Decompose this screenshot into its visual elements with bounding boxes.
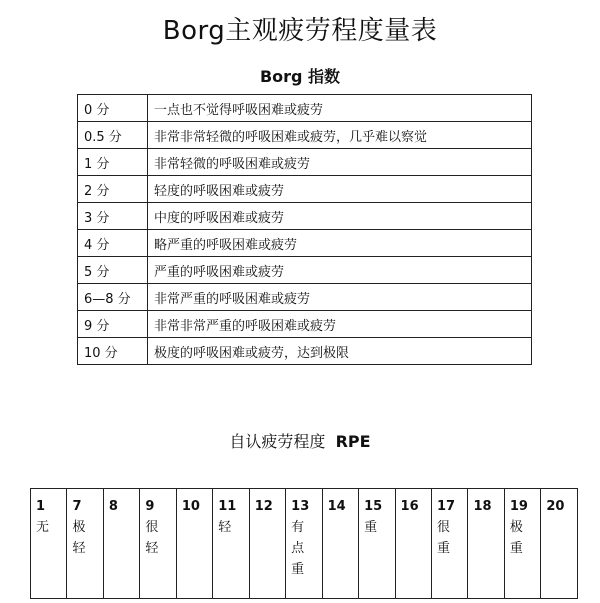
table-row [78, 311, 532, 338]
rpe-number: 13 [291, 499, 310, 514]
rpe-cell [31, 489, 67, 599]
rpe-title-abbrev: RPE [335, 432, 371, 451]
rpe-cell [468, 489, 504, 599]
rpe-cell [249, 489, 285, 599]
rpe-description: 无 [36, 520, 50, 535]
borg-score: 2 分 [78, 176, 148, 203]
borg-description: 中度的呼吸困难或疲劳 [148, 203, 532, 230]
borg-description: 非常非常严重的呼吸困难或疲劳 [148, 311, 532, 338]
rpe-scale-table [30, 488, 578, 599]
borg-score: 6—8 分 [78, 284, 148, 311]
borg-index-table [77, 94, 532, 365]
borg-score: 0.5 分 [78, 122, 148, 149]
borg-description: 非常轻微的呼吸困难或疲劳 [148, 149, 532, 176]
rpe-number: 20 [546, 499, 565, 514]
rpe-number: 15 [364, 499, 383, 514]
borg-description: 一点也不觉得呼吸困难或疲劳 [148, 95, 532, 122]
table-row [78, 338, 532, 365]
borg-score: 4 分 [78, 230, 148, 257]
rpe-title [0, 429, 600, 452]
borg-description: 轻度的呼吸困难或疲劳 [148, 176, 532, 203]
rpe-description: 重 [364, 520, 378, 535]
table-row [78, 203, 532, 230]
rpe-title-text: 自认疲劳程度 [229, 432, 326, 451]
borg-score: 9 分 [78, 311, 148, 338]
borg-score: 5 分 [78, 257, 148, 284]
rpe-number: 7 [72, 499, 82, 514]
rpe-description: 极重 [509, 520, 523, 556]
rpe-cell [359, 489, 395, 599]
borg-description: 严重的呼吸困难或疲劳 [148, 257, 532, 284]
rpe-number: 14 [327, 499, 346, 514]
rpe-cell [103, 489, 139, 599]
borg-score: 0 分 [78, 95, 148, 122]
rpe-cell [395, 489, 431, 599]
rpe-description: 极轻 [72, 520, 86, 556]
rpe-number: 10 [181, 499, 200, 514]
rpe-number: 17 [436, 499, 456, 514]
page-title: Borg主观疲劳程度量表 [162, 16, 438, 46]
table-row [78, 176, 532, 203]
table-row [78, 122, 532, 149]
borg-description: 极度的呼吸困难或疲劳，达到极限 [148, 338, 532, 365]
table-row [78, 284, 532, 311]
borg-description: 略严重的呼吸困难或疲劳 [148, 230, 532, 257]
rpe-cell [322, 489, 358, 599]
table-row [31, 489, 578, 599]
rpe-cell [504, 489, 540, 599]
rpe-cell [213, 489, 249, 599]
rpe-number: 18 [473, 499, 492, 514]
rpe-description: 很轻 [145, 520, 159, 556]
rpe-number: 1 [36, 499, 46, 514]
table-row [78, 95, 532, 122]
rpe-number: 8 [108, 499, 118, 514]
borg-score: 10 分 [78, 338, 148, 365]
rpe-description: 有点重 [291, 520, 305, 577]
rpe-cell [140, 489, 176, 599]
rpe-cell [541, 489, 578, 599]
borg-description: 非常严重的呼吸困难或疲劳 [148, 284, 532, 311]
rpe-description: 轻 [218, 520, 232, 535]
rpe-number: 16 [400, 499, 419, 514]
rpe-cell [67, 489, 103, 599]
rpe-cell [286, 489, 322, 599]
rpe-cell [431, 489, 467, 599]
rpe-cell [176, 489, 212, 599]
table-row [78, 230, 532, 257]
borg-score: 3 分 [78, 203, 148, 230]
table-row [78, 149, 532, 176]
borg-description: 非常非常轻微的呼吸困难或疲劳，几乎难以察觉 [148, 122, 532, 149]
borg-index-title: Borg 指数 [259, 67, 341, 86]
rpe-number: 11 [218, 499, 237, 514]
rpe-description: 很重 [436, 520, 450, 556]
table-row [78, 257, 532, 284]
rpe-number: 9 [145, 499, 155, 514]
borg-score: 1 分 [78, 149, 148, 176]
rpe-number: 12 [254, 499, 273, 514]
rpe-number: 19 [509, 499, 528, 514]
